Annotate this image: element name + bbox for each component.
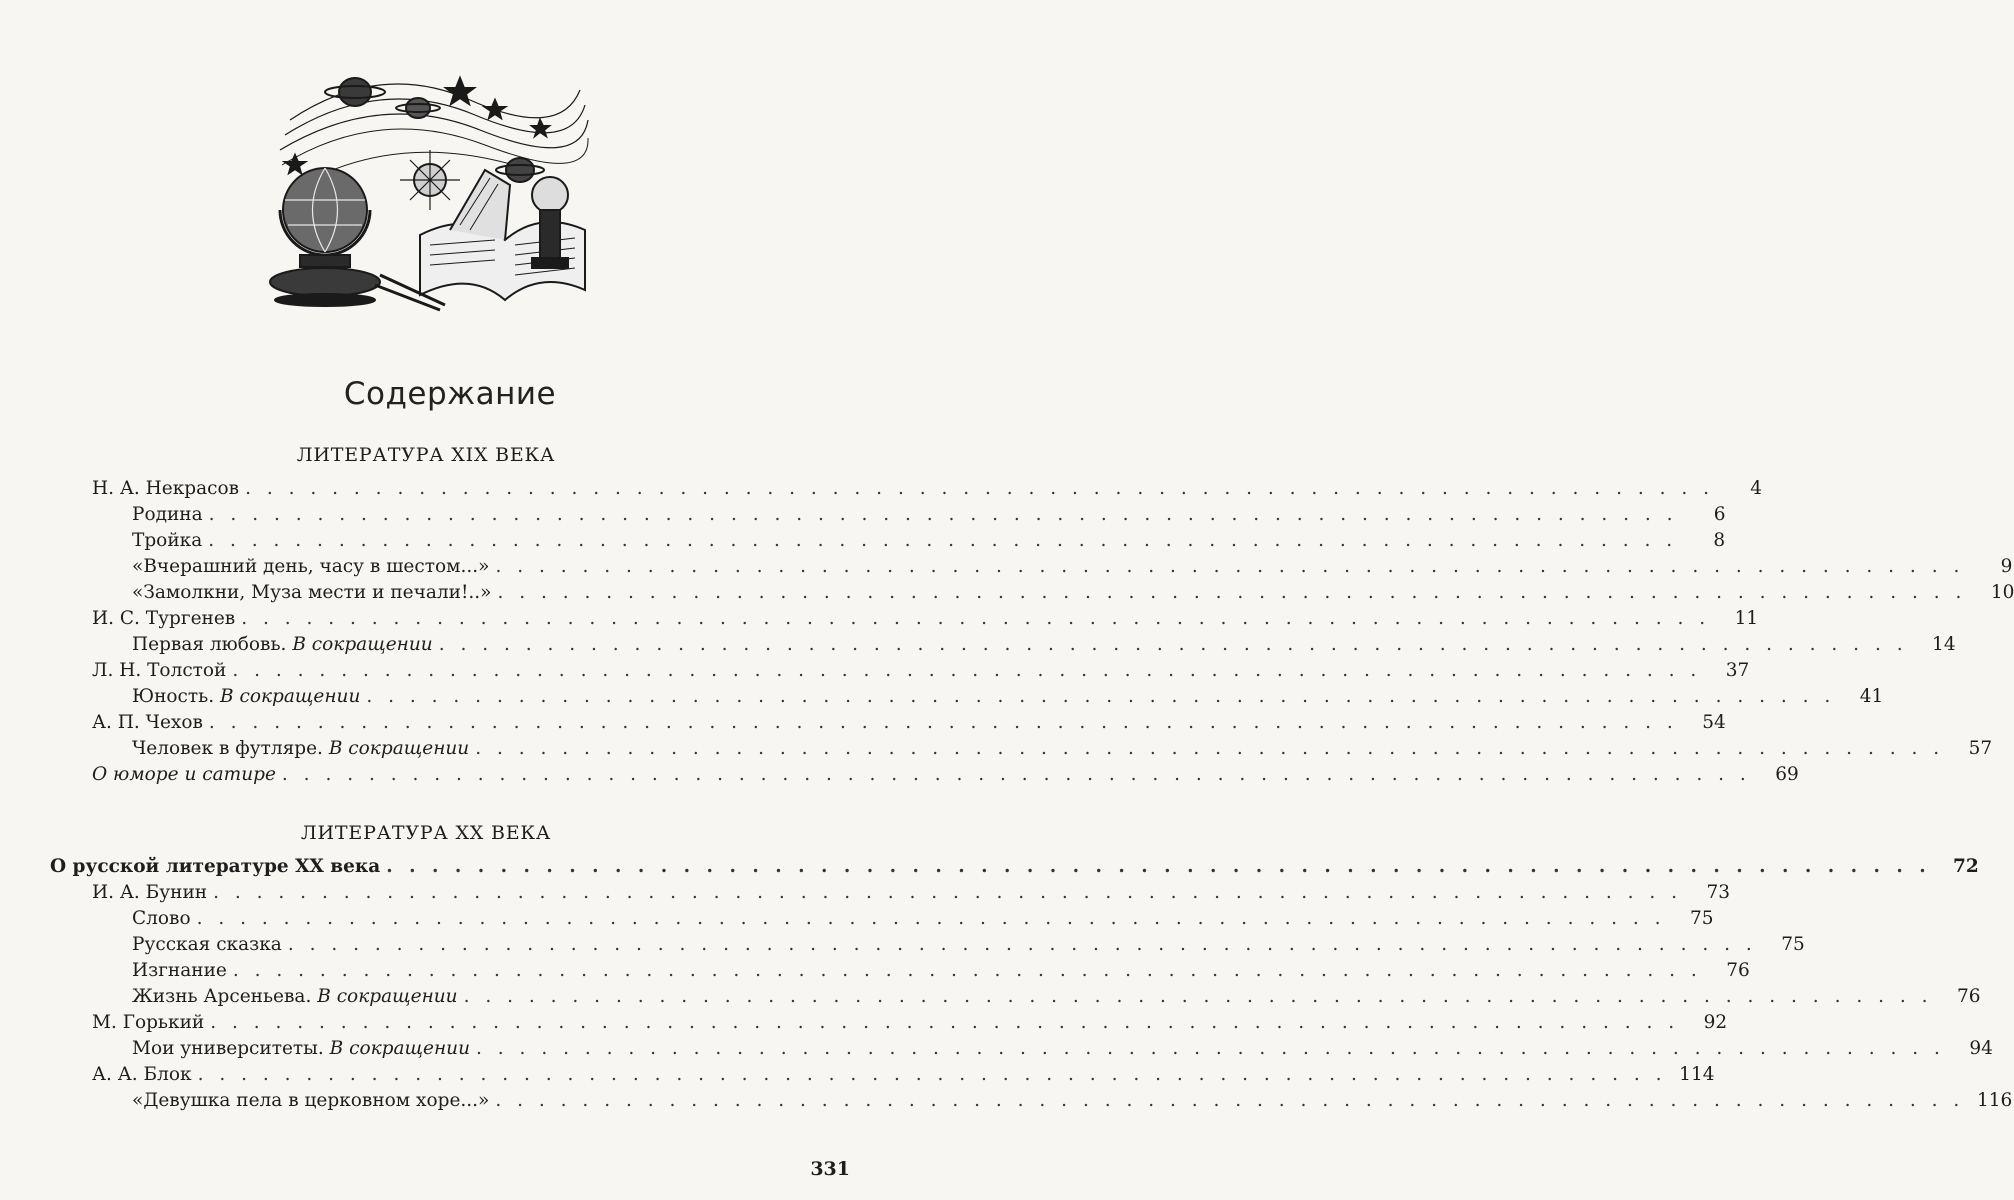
entry-title: И. С. Тургенев	[92, 608, 236, 629]
entry-title: «Замолкни, Муза мести и печали!..»	[132, 582, 492, 603]
leader-dots: . . . . . . . . . . . . . . . . . . . . . . . . . . . . . . . . . . . . . . . . . . . . . . . . . . . . . . . . . . . . . . . . . . . .	[208, 712, 1678, 733]
toc-entry[interactable]	[132, 986, 1981, 1012]
toc-entry[interactable]	[92, 764, 1799, 790]
entry-title: О русской литературе XX века	[50, 856, 381, 877]
entry-title: И. А. Бунин	[92, 882, 208, 903]
entry-title: Первая любовь. В сокращении	[132, 634, 433, 655]
toc-entry[interactable]	[92, 478, 1762, 504]
toc-entry[interactable]	[132, 738, 1993, 764]
leader-dots: . . . . . . . . . . . . . . . . . . . . . . . . . . . . . . . . . . . . . . . . . . . . . . . . . . . . . . . . . . . . . . . . . . . .	[281, 764, 1751, 785]
entry-title: «Девушка пела в церковном хоре...»	[132, 1090, 490, 1111]
toc-entry[interactable]	[92, 660, 1750, 686]
toc-entry[interactable]	[92, 1012, 1728, 1038]
leader-dots: . . . . . . . . . . . . . . . . . . . . . . . . . . . . . . . . . . . . . . . . . . . . . . . . . . . . . . . . . . . . . . . . . . . .	[497, 582, 1967, 603]
leader-dots: . . . . . . . . . . . . . . . . . . . . . . . . . . . . . . . . . . . . . . . . . . . . . . . . . . . . . . . . . . . . . . . . . . . .	[287, 934, 1757, 955]
entry-title: Л. Н. Толстой	[92, 660, 227, 681]
entry-page: 6	[1713, 504, 1726, 525]
leader-dots: . . . . . . . . . . . . . . . . . . . . . . . . . . . . . . . . . . . . . . . . . . . . . . . . . . . . . . . . . . . . . . . . . . . .	[495, 556, 1965, 577]
toc-entry[interactable]	[132, 960, 1750, 986]
entry-title: Н. А. Некрасов	[92, 478, 240, 499]
toc-entry[interactable]	[132, 556, 2013, 582]
entry-title: Родина	[132, 504, 203, 525]
entry-title: Тройка	[132, 530, 203, 551]
section-title-20th-century: ЛИТЕРАТУРА XX ВЕКА	[300, 822, 552, 844]
toc-entry[interactable]	[132, 582, 2014, 608]
leader-dots: . . . . . . . . . . . . . . . . . . . . . . . . . . . . . . . . . . . . . . . . . . . . . . . . . . . . . . . . . . . . . . . . . . . .	[210, 1012, 1680, 1033]
entry-title: О юморе и сатире	[92, 764, 276, 785]
leader-dots: . . . . . . . . . . . . . . . . . . . . . . . . . . . . . . . . . . . . . . . . . . . . . . . . . . . . . . . . . . . . . . . . . . . .	[197, 1064, 1667, 1085]
abridged-note: В сокращении	[292, 634, 433, 655]
abridged-note: В сокращении	[328, 738, 470, 759]
leader-dots: . . . . . . . . . . . . . . . . . . . . . . . . . . . . . . . . . . . . . . . . . . . . . . . . . . . . . . . . . . . . . . . . . . . .	[208, 504, 1678, 525]
entry-page: 116	[1976, 1090, 2013, 1111]
leader-dots: . . . . . . . . . . . . . . . . . . . . . . . . . . . . . . . . . . . . . . . . . . . . . . . . . . . . . . . . . . . . . . . . . . . .	[495, 1090, 1965, 1111]
entry-title: А. П. Чехов	[92, 712, 203, 733]
leader-dots: . . . . . . . . . . . . . . . . . . . . . . . . . . . . . . . . . . . . . . . . . . . . . . . . . . . . . . . . . . . . . . . . . . . .	[232, 960, 1702, 981]
leader-dots: . . . . . . . . . . . . . . . . . . . . . . . . . . . . . . . . . . . . . . . . . . . . . . . . . . . . . . . . . . . . . . . . . . . .	[438, 634, 1908, 655]
toc-entry[interactable]	[50, 856, 1979, 882]
entry-page: 37	[1725, 660, 1750, 681]
entry-page: 92	[1703, 1012, 1728, 1033]
toc-entry[interactable]	[132, 1090, 2013, 1116]
entry-title: Человек в футляре. В сокращении	[132, 738, 470, 759]
entry-title: Изгнание	[132, 960, 227, 981]
leader-dots: . . . . . . . . . . . . . . . . . . . . . . . . . . . . . . . . . . . . . . . . . . . . . . . . . . . . . . . . . . . . . . . . . . . .	[241, 608, 1711, 629]
entry-page: 75	[1689, 908, 1714, 929]
leader-dots: . . . . . . . . . . . . . . . . . . . . . . . . . . . . . . . . . . . . . . . . . . . . . . . . . . . . . . . . . . . . . . . . . . . .	[245, 478, 1714, 499]
toc-entry[interactable]	[132, 504, 1726, 530]
section-title-19th-century: ЛИТЕРАТУРА XIX ВЕКА	[296, 444, 556, 466]
entry-page: 69	[1775, 764, 1799, 785]
toc-entry[interactable]	[132, 908, 1714, 934]
entry-page: 72	[1952, 856, 1979, 877]
abridged-note: В сокращении	[317, 986, 458, 1007]
toc-entry[interactable]	[92, 712, 1726, 738]
entry-page: 41	[1859, 686, 1884, 707]
abridged-note: В сокращении	[329, 1038, 471, 1059]
entry-title: Русская сказка	[132, 934, 282, 955]
entry-page: 11	[1734, 608, 1759, 629]
leader-dots: . . . . . . . . . . . . . . . . . . . . . . . . . . . . . . . . . . . . . . . . . . . . . . . . . . . . . . . . . . . . . . . . . . . .	[213, 882, 1683, 903]
entry-page: 10	[1990, 582, 2014, 603]
entry-title: «Вчерашний день, часу в шестом...»	[132, 556, 490, 577]
entry-title: Жизнь Арсеньева. В сокращении	[132, 986, 458, 1007]
entry-page: 14	[1932, 634, 1956, 655]
abridged-note: В сокращении	[219, 686, 361, 707]
leader-dots: . . . . . . . . . . . . . . . . . . . . . . . . . . . . . . . . . . . . . . . . . . . . . . . . . . . . . . . . . . . . . . . . . . . .	[475, 738, 1945, 759]
page-number: 331	[810, 1158, 850, 1180]
entry-title: Слово	[132, 908, 191, 929]
entry-page: 76	[1956, 986, 1981, 1007]
leader-dots: . . . . . . . . . . . . . . . . . . . . . . . . . . . . . . . . . . . . . . . . . . . . . . . . . . . . . . . . . . . . . . . . . . . .	[232, 660, 1702, 681]
toc-entry[interactable]	[132, 686, 1884, 712]
toc-entry[interactable]	[92, 608, 1759, 634]
entry-page: 75	[1781, 934, 1805, 955]
toc-entry[interactable]	[132, 634, 1956, 660]
leader-dots: . . . . . . . . . . . . . . . . . . . . . . . . . . . . . . . . . . . . . . . . . . . . . . . . . . . . . . . . . . . . . . . . . . . .	[386, 856, 1931, 877]
engraving-illustration	[270, 60, 590, 310]
entry-page: 8	[1713, 530, 1726, 551]
entry-title: Юность. В сокращении	[132, 686, 361, 707]
leader-dots: . . . . . . . . . . . . . . . . . . . . . . . . . . . . . . . . . . . . . . . . . . . . . . . . . . . . . . . . . . . . . . . . . . . .	[208, 530, 1678, 551]
entry-title: М. Горький	[92, 1012, 205, 1033]
entry-page: 114	[1679, 1064, 1715, 1085]
toc-entry[interactable]	[132, 934, 1805, 960]
entry-title: Мои университеты. В сокращении	[132, 1038, 471, 1059]
leader-dots: . . . . . . . . . . . . . . . . . . . . . . . . . . . . . . . . . . . . . . . . . . . . . . . . . . . . . . . . . . . . . . . . . . . .	[476, 1038, 1945, 1059]
toc-entry[interactable]	[92, 1064, 1715, 1090]
leader-dots: . . . . . . . . . . . . . . . . . . . . . . . . . . . . . . . . . . . . . . . . . . . . . . . . . . . . . . . . . . . . . . . . . . . .	[196, 908, 1666, 929]
entry-page: 54	[1702, 712, 1726, 733]
entry-page: 94	[1969, 1038, 1993, 1059]
toc-entry[interactable]	[132, 1038, 1993, 1064]
entry-page: 73	[1706, 882, 1731, 903]
entry-page: 76	[1726, 960, 1750, 981]
leader-dots: . . . . . . . . . . . . . . . . . . . . . . . . . . . . . . . . . . . . . . . . . . . . . . . . . . . . . . . . . . . . . . . . . . . .	[463, 986, 1933, 1007]
entry-title: А. А. Блок	[92, 1064, 192, 1085]
leader-dots: . . . . . . . . . . . . . . . . . . . . . . . . . . . . . . . . . . . . . . . . . . . . . . . . . . . . . . . . . . . . . . . . . . . .	[366, 686, 1836, 707]
toc-entry[interactable]	[92, 882, 1731, 908]
entry-page: 9	[2000, 556, 2013, 577]
entry-page: 57	[1968, 738, 1993, 759]
toc-entry[interactable]	[132, 530, 1726, 556]
page-title: Содержание	[343, 376, 557, 412]
entry-page: 4	[1750, 478, 1762, 499]
